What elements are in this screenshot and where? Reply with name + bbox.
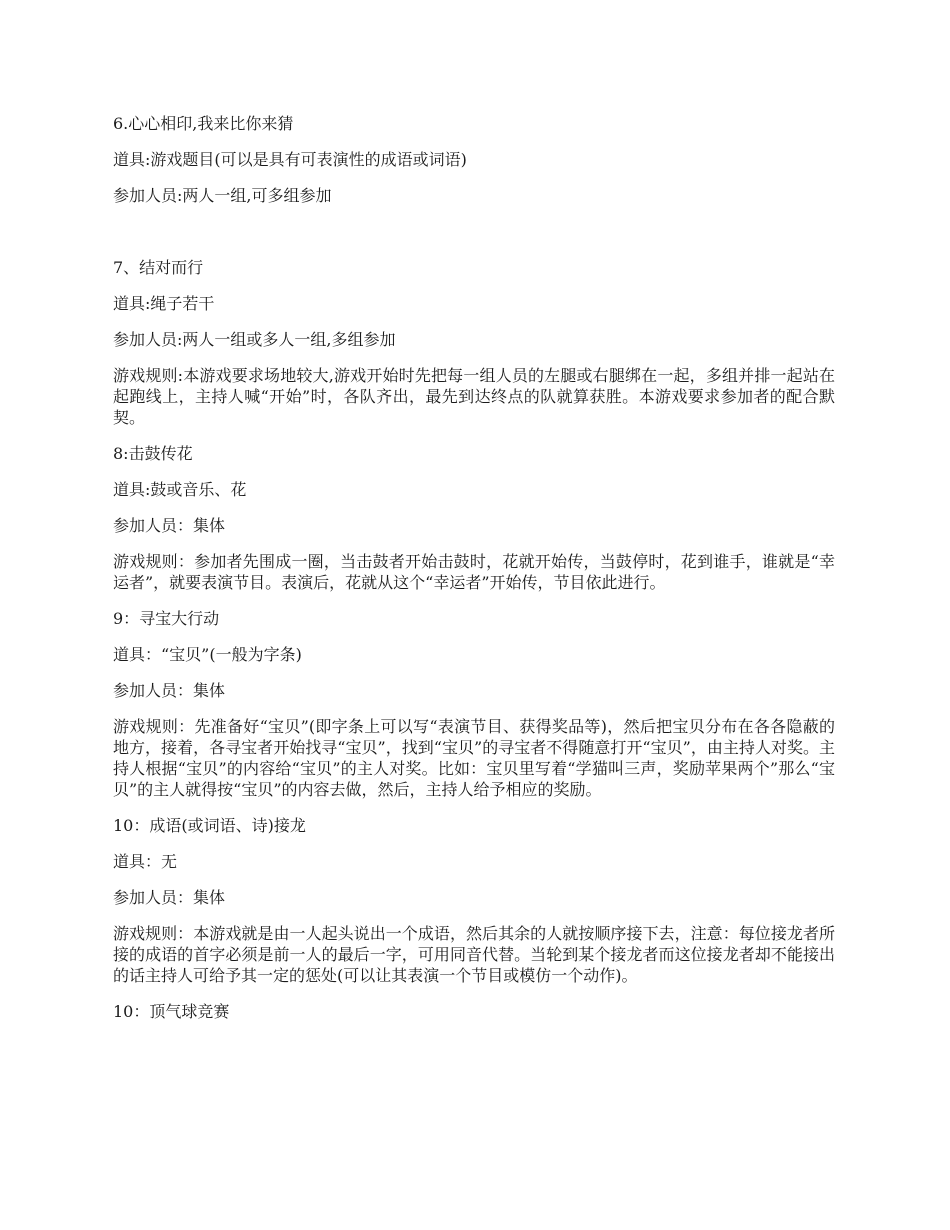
section-8-rules: 游戏规则：参加者先围成一圈，当击鼓者开始击鼓时，花就开始传，当鼓停时，花到谁手，谁就是“幸运者”，就要表演节目。表演后，花就从这个“幸运者”开始传，节目依此进行。 <box>113 552 835 592</box>
section-10-participants: 参加人员：集体 <box>113 888 226 907</box>
section-10-props: 道具：无 <box>113 852 178 871</box>
section-gap <box>113 221 835 257</box>
section-7-props: 道具:绳子若干 <box>113 294 215 313</box>
section-8-props: 道具:鼓或音乐、花 <box>113 480 247 499</box>
section-9-rules: 游戏规则：先准备好“宝贝”(即字条上可以写“表演节目、获得奖品等)，然后把宝贝分布在各各隐蔽的地方，接着，各寻宝者开始找寻“宝贝”，找到“宝贝”的寻宝者不得随意打开“宝贝”，由主持人对奖。主持人根据“宝贝”的内容给“宝贝”的主人对奖。比如：宝贝里写着“学猫叫三声，奖励苹果两个”那么“宝贝”的主人就得按“宝贝”的内容去做，然后，主持人给予相应的奖励。 <box>113 717 835 799</box>
section-8-title: 8:击鼓传花 <box>113 444 193 463</box>
section-8-participants: 参加人员：集体 <box>113 516 226 535</box>
section-6-props: 道具:游戏题目(可以是具有可表演性的成语或词语) <box>113 150 467 169</box>
section-9-participants: 参加人员：集体 <box>113 681 226 700</box>
document-page <box>113 113 835 1037</box>
section-10-rules: 游戏规则：本游戏就是由一人起头说出一个成语，然后其余的人就按顺序接下去，注意：每位接龙者所接的成语的首字必须是前一人的最后一字，可用同音代替。当轮到某个接龙者而这位接龙者却不能接出的话主持人可给予其一定的惩处(可以让其表演一个节目或模仿一个动作)。 <box>113 924 835 985</box>
section-6-participants: 参加人员:两人一组,可多组参加 <box>113 186 332 205</box>
section-6-title: 6.心心相印,我来比你来猜 <box>113 114 294 133</box>
section-9-props: 道具：“宝贝”(一般为字条) <box>113 645 302 664</box>
section-7-participants: 参加人员:两人一组或多人一组,多组参加 <box>113 330 396 349</box>
section-7-title: 7、结对而行 <box>113 258 204 277</box>
section-7-rules: 游戏规则:本游戏要求场地较大,游戏开始时先把每一组人员的左腿或右腿绑在一起，多组并排一起站在起跑线上，主持人喊“开始”时，各队齐出，最先到达终点的队就算获胜。本游戏要求参加者的配合默契。 <box>113 366 835 427</box>
section-9-title: 9：寻宝大行动 <box>113 609 220 628</box>
section-10-title: 10：成语(或词语、诗)接龙 <box>113 816 306 835</box>
section-10b-title: 10：顶气球竞赛 <box>113 1002 230 1021</box>
